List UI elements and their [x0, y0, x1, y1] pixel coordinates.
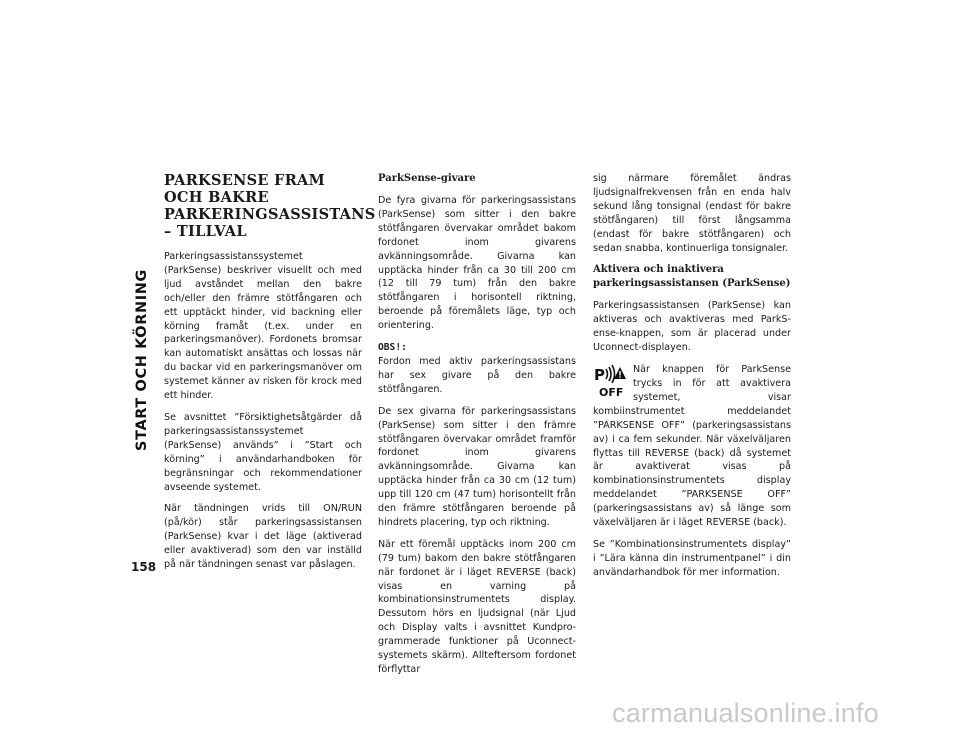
- off-text: När knappen för ParkSense trycks in för att avaktivera systemet, visar kombiinstrumentet meddelandet ”PARKSENSE OFF” (parkeringsassistans av) i ca fem sekunder. När växelväljaren flyttas till REVERSE (back) då systemet är avaktiverat visas på kombinationsinstrumentets display meddelandet ”PARKSENSE OFF” (parkeringsassistans av) så länge som växelväljaren är i läget REVERSE (back).: [593, 364, 791, 529]
- icon-off-label: OFF: [599, 386, 624, 400]
- note-text: Fordon med aktiv parkeringsassistans har sex givare på den bakre stötfångaren.: [378, 355, 576, 395]
- activate-heading: Aktivera och inaktivera parkeringsassistansen (ParkSense): [593, 264, 791, 290]
- watermark: carmanualsonline.info: [612, 698, 879, 728]
- column-2: [378, 172, 576, 685]
- column-3: [593, 172, 791, 588]
- section-tab-label: START OCH KÖRNING: [134, 269, 150, 451]
- note-block: [378, 341, 576, 397]
- button-paragraph: Parkeringsassistansen (ParkSense) kan aktiveras och avaktiveras med ParkSense-knappen, som är placerad under Uconnect-displayen.: [593, 300, 791, 354]
- reference-paragraph: Se avsnittet ”Försiktighetsåtgärder då parkeringsassistanssystemet (ParkSense) används” i ”Start och körning” i användarhandboken för begränsningar och rekommendationer avseende systemet.: [164, 411, 362, 493]
- ignition-paragraph: När tändningen vrids till ON/RUN (på/kör) står parkeringsassistansen (ParkSense) kvar i det läge (aktiverad eller avaktiverad) som den var inställd på när tändningen senast var påslagen.: [164, 503, 362, 571]
- parksense-off-icon: [593, 363, 629, 399]
- note-label: OBS!:: [378, 342, 407, 354]
- warning-paragraph: När ett föremål upptäcks inom 200 cm (79 tum) bakom den bakre stötfångaren när fordonet är i läget REVERSE (back) visas en varning på kombinationsinstrumentets display. Dessutom hörs en ljudsignal (när Ljud och Display valts i avsnittet Kundprogrammerade funktioner på Uconnect-systemets skärm). Allteftersom fordonet förflyttar: [378, 538, 576, 675]
- column-1: [164, 172, 376, 580]
- sensors-heading: ParkSense-givare: [378, 173, 476, 184]
- page-number: 158: [131, 560, 157, 574]
- intro-paragraph: Parkeringsassistanssystemet (ParkSense) beskriver visuellt och med ljud avståndet mellan den bakre och/eller den främre stötfångaren och ett upptäckt hinder, vid backning eller körning framåt (t.ex. under en parkeringsmanöver). Fordonets bromsar kan automatiskt ansättas och lossas när du backar vid en parkeringsmanöver om systemet känner av risken för krock med ett hinder.: [164, 251, 362, 402]
- svg-text:P: P: [594, 366, 605, 385]
- section-heading: PARKSENSE FRAM OCH BAKRE PARKERINGSASSISTANS – TILLVAL: [164, 172, 376, 240]
- tone-paragraph: sig närmare föremålet ändras ljudsignalfrekvensen från en enda halv sekund lång tonsignal (endast för bakre stötfångaren) till först långsamma (endast för bakre stötfångaren) och sedan snabba, kontinuerliga tonsignaler.: [593, 173, 791, 254]
- off-paragraph: [593, 363, 791, 530]
- section-side-tab: [131, 168, 153, 552]
- front-sensors-paragraph: De sex givarna för parkeringsassistans (ParkSense) som sitter i den främre stötfångaren övervakar området framför fordonet inom givarens avkänningsområde. Givarna kan upptäcka hinder från ca 30 cm (12 tum) upp till 120 cm (47 tum) horisontellt från den främre stötfångaren beroende på hindrets placering, typ och riktning.: [378, 405, 576, 528]
- more-info-paragraph: Se ”Kombinationsinstrumentets display” i ”Lära känna din instrumentpanel” i din användarhandbok för mer information.: [593, 538, 791, 578]
- rear-sensors-paragraph: De fyra givarna för parkeringsassistans (ParkSense) som sitter i den bakre stötfångaren övervakar området bakom fordonet inom givarens avkänningsområde. Givarna kan upptäcka hinder från ca 30 till 200 cm (12 till 79 tum) från den bakre stötfångaren i horisontell riktning, beroende på föremålets läge, typ och orientering.: [378, 195, 576, 332]
